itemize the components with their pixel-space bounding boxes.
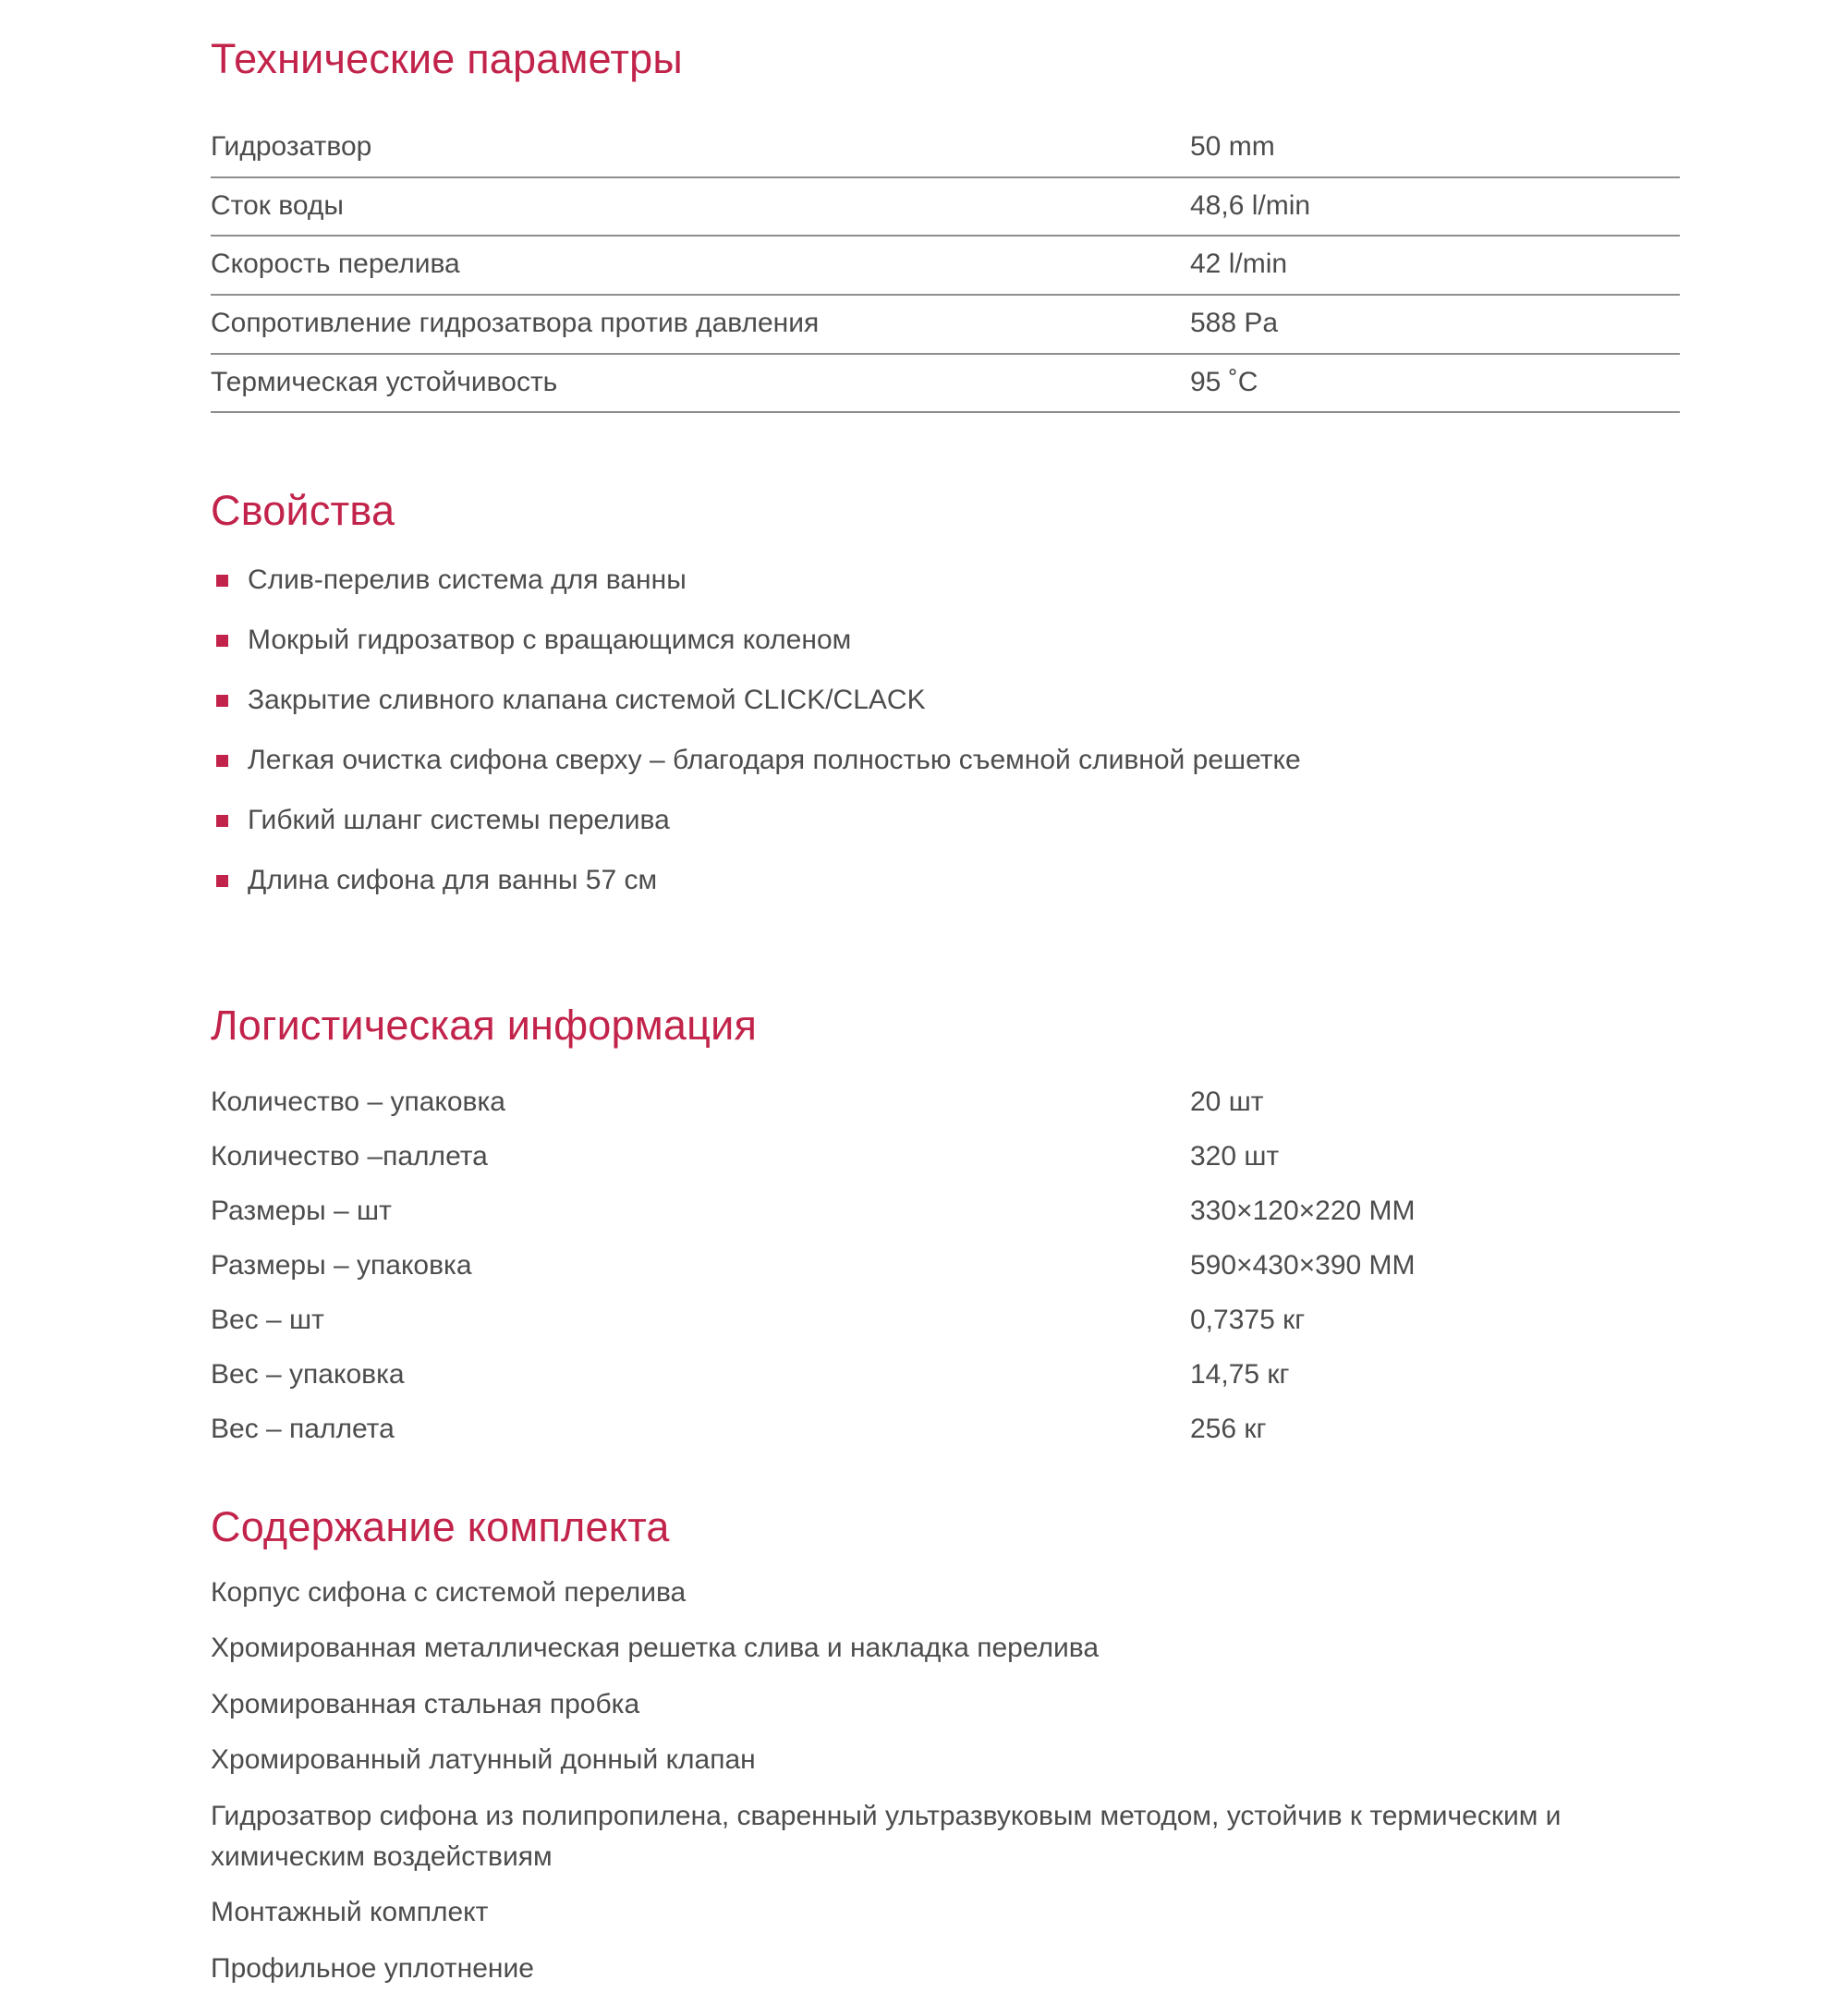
table-row (211, 1403, 1680, 1457)
list-item (211, 802, 1708, 838)
section-features (211, 413, 1708, 898)
table-row (211, 1130, 1680, 1184)
section-title-kit-contents: Содержание комплекта (211, 1502, 670, 1550)
logistics-label: Количество – упаковка (211, 1086, 505, 1117)
list-item (211, 862, 1708, 898)
section-title-logistics: Логистическая информация (211, 1002, 758, 1050)
spec-value: 50 mm (1190, 131, 1275, 163)
logistics-value: 14,75 кг (1190, 1358, 1290, 1390)
list-item: Хромированная стальная пробка (211, 1688, 640, 1719)
square-bullet-icon (216, 695, 228, 707)
square-bullet-icon (216, 875, 228, 887)
section-logistics (211, 922, 1708, 1456)
list-item (211, 562, 1708, 598)
square-bullet-icon (216, 815, 228, 827)
list-item: Монтажный комплект (211, 1897, 489, 1928)
logistics-table (211, 1075, 1680, 1457)
square-bullet-icon (216, 755, 228, 767)
logistics-label: Количество –паллета (211, 1140, 488, 1172)
list-item (211, 742, 1708, 778)
technical-parameters-body (211, 119, 1680, 412)
table-row (211, 295, 1680, 354)
features-list (211, 562, 1708, 898)
table-row (211, 1239, 1680, 1293)
kit-contents-list (211, 1573, 1689, 1989)
logistics-value: 0,7375 кг (1190, 1304, 1306, 1335)
logistics-label: Размеры – упаковка (211, 1249, 472, 1281)
section-title-technical-parameters: Технические параметры (211, 35, 683, 82)
section-technical-parameters (211, 0, 1708, 413)
list-item: Профильное уплотнение (211, 1952, 534, 1984)
spec-value: 42 l/min (1190, 249, 1288, 280)
spec-label: Скорость перелива (211, 249, 460, 280)
spec-label: Сток воды (211, 189, 344, 221)
feature-text: Закрытие сливного клапана системой CLICK/CLACK (248, 685, 926, 716)
logistics-value: 256 кг (1190, 1413, 1267, 1444)
table-row (211, 1075, 1680, 1130)
logistics-value: 590×430×390 ММ (1190, 1249, 1416, 1281)
logistics-label: Размеры – шт (211, 1195, 392, 1226)
logistics-label: Вес – шт (211, 1304, 324, 1335)
logistics-label: Вес – паллета (211, 1413, 395, 1444)
spec-label: Термическая устойчивость (211, 366, 558, 397)
table-row (211, 177, 1680, 237)
list-item: Хромированная металлическая решетка слива и накладка перелива (211, 1633, 1100, 1664)
feature-text: Слив-перелив система для ванны (248, 565, 687, 596)
feature-text: Легкая очистка сифона сверху – благодаря полностью съемной сливной решетке (248, 745, 1301, 776)
spec-value: 588 Pa (1190, 308, 1279, 339)
logistics-value: 330×120×220 ММ (1190, 1195, 1416, 1226)
content-column (211, 0, 1708, 2004)
list-item (211, 682, 1708, 718)
list-item: Хромированный латунный донный клапан (211, 1744, 756, 1776)
list-item (211, 622, 1708, 658)
logistics-value: 320 шт (1190, 1140, 1280, 1172)
logistics-value: 20 шт (1190, 1086, 1264, 1117)
logistics-label: Вес – упаковка (211, 1358, 405, 1390)
feature-text: Гибкий шланг системы перелива (248, 805, 670, 836)
feature-text: Мокрый гидрозатвор с вращающимся коленом (248, 625, 852, 656)
list-item: Гидрозатвор сифона из полипропилена, сваренный ультразвуковым методом, устойчив к термическим и химическим воздействиям (211, 1800, 1562, 1872)
table-row (211, 1348, 1680, 1403)
table-row (211, 119, 1680, 177)
spec-value: 95 ˚C (1190, 366, 1258, 397)
spec-label: Гидрозатвор (211, 131, 372, 163)
table-row (211, 236, 1680, 295)
spec-label: Сопротивление гидрозатвора против давления (211, 308, 820, 339)
section-kit-contents (211, 1457, 1708, 1989)
table-row (211, 1293, 1680, 1348)
section-title-features: Свойства (211, 487, 395, 535)
table-row (211, 354, 1680, 413)
feature-text: Длина сифона для ванны 57 см (248, 865, 658, 896)
table-row (211, 1184, 1680, 1239)
spec-value: 48,6 l/min (1190, 189, 1311, 221)
technical-parameters-table (211, 119, 1680, 413)
square-bullet-icon (216, 575, 228, 587)
square-bullet-icon (216, 635, 228, 647)
list-item: Корпус сифона с системой перелива (211, 1576, 687, 1608)
logistics-body (211, 1075, 1680, 1457)
